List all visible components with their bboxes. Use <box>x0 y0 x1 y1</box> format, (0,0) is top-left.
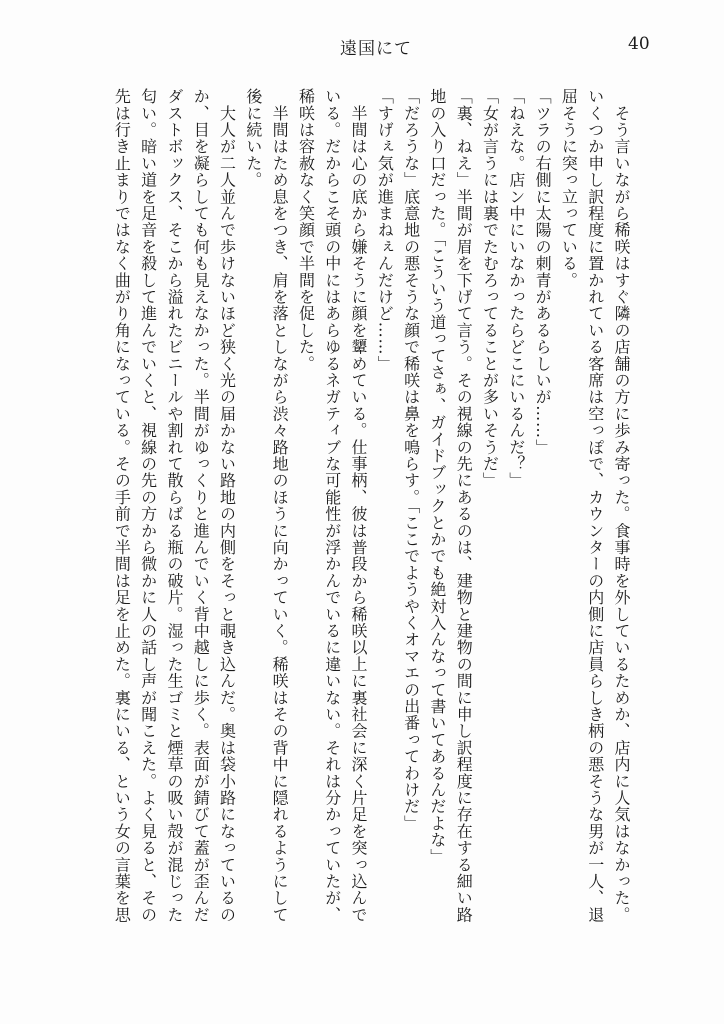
text-line: 地の入り口だった。「こういう道ってさぁ、ガイドブックとかでも絶対入んなって書いてあるんだよな」 <box>427 88 447 865</box>
text-line: 後に続いた。 <box>243 88 263 189</box>
text-line: そう言いながら稀咲はすぐ隣の店舗の方に歩み寄った。食事時を外しているためか、店内に人気はなかった。 <box>612 88 631 923</box>
text-line: 先は行き止まりではなく曲がり角になっている。その手前で半間は足を止めた。裏にいる、という女の言葉を思 <box>112 88 132 923</box>
text-line: いる。だからこそ頭の中にはあらゆるネガティブな可能性が浮かんでいるに違いない。それは分かっていたが、 <box>322 88 342 923</box>
dialogue-line: 「ツラの右側に太陽の刺青があるらしいが……」 <box>533 88 553 456</box>
text-line: ダストボックス、そこから溢れたビニールや割れて散らばる瓶の破片。湿った生ゴミと煙草の吸い殻が混じった <box>164 88 184 923</box>
page-number: 40 <box>628 34 650 54</box>
body-text <box>74 88 634 938</box>
text-line: 半間は心の底から嫌そうに顔を顰めている。仕事柄、彼は普段から稀咲以上に裏社会に深く片足を突っ込んで <box>349 88 369 923</box>
text-line: 稀咲は容赦なく笑顔で半間を促した。 <box>296 88 316 372</box>
text-line: いくつか申し訳程度に置かれている客席は空っぽで、カウンターの内側に店員らしき柄の悪そうな男が一人、退 <box>585 88 605 923</box>
text-line: 匂い。暗い道を足音を殺して進んでいくと、視線の先の方から微かに人の話し声が聞こえた。よく見ると、その <box>138 88 158 924</box>
dialogue-line: 「ねえな。店ン中にいなかったらどこにいるんだ？」 <box>506 88 526 489</box>
text-line: 半間はため息をつき、肩を落としながら渋々路地のほうに向かっていく。稀咲はその背中に隠れるようにして <box>270 88 290 923</box>
header-title: 遠国にて <box>340 39 412 59</box>
text-line: 屈そうに突っ立っている。 <box>559 88 579 289</box>
dialogue-line: 「裏、ねえ」半間が眉を下げて言う。その視線の先にあるのは、建物と建物の間に申し訳程度に存在する細い路 <box>454 88 474 924</box>
running-header <box>0 34 724 58</box>
text-line: か、目を凝らしても何も見えなかった。半間がゆっくりと進んでいく背中越しに歩く。表面が錆びて蓋が歪んだ <box>191 88 211 923</box>
dialogue-line: 「女が言うには裏でたむろってることが多いそうだ」 <box>480 88 500 489</box>
text-line: 大人が二人並んで歩けないほど狭く光の届かない路地の内側をそっと覗き込んだ。奥は袋小路になっているの <box>217 88 237 923</box>
dialogue-line: 「だろうな」底意地の悪そうな顔で稀咲は鼻を鳴らす。「ここでようやくオマエの出番ってわけだ」 <box>401 88 421 832</box>
dialogue-line: 「すげぇ気が進まねぇんだけど……」 <box>375 88 395 372</box>
